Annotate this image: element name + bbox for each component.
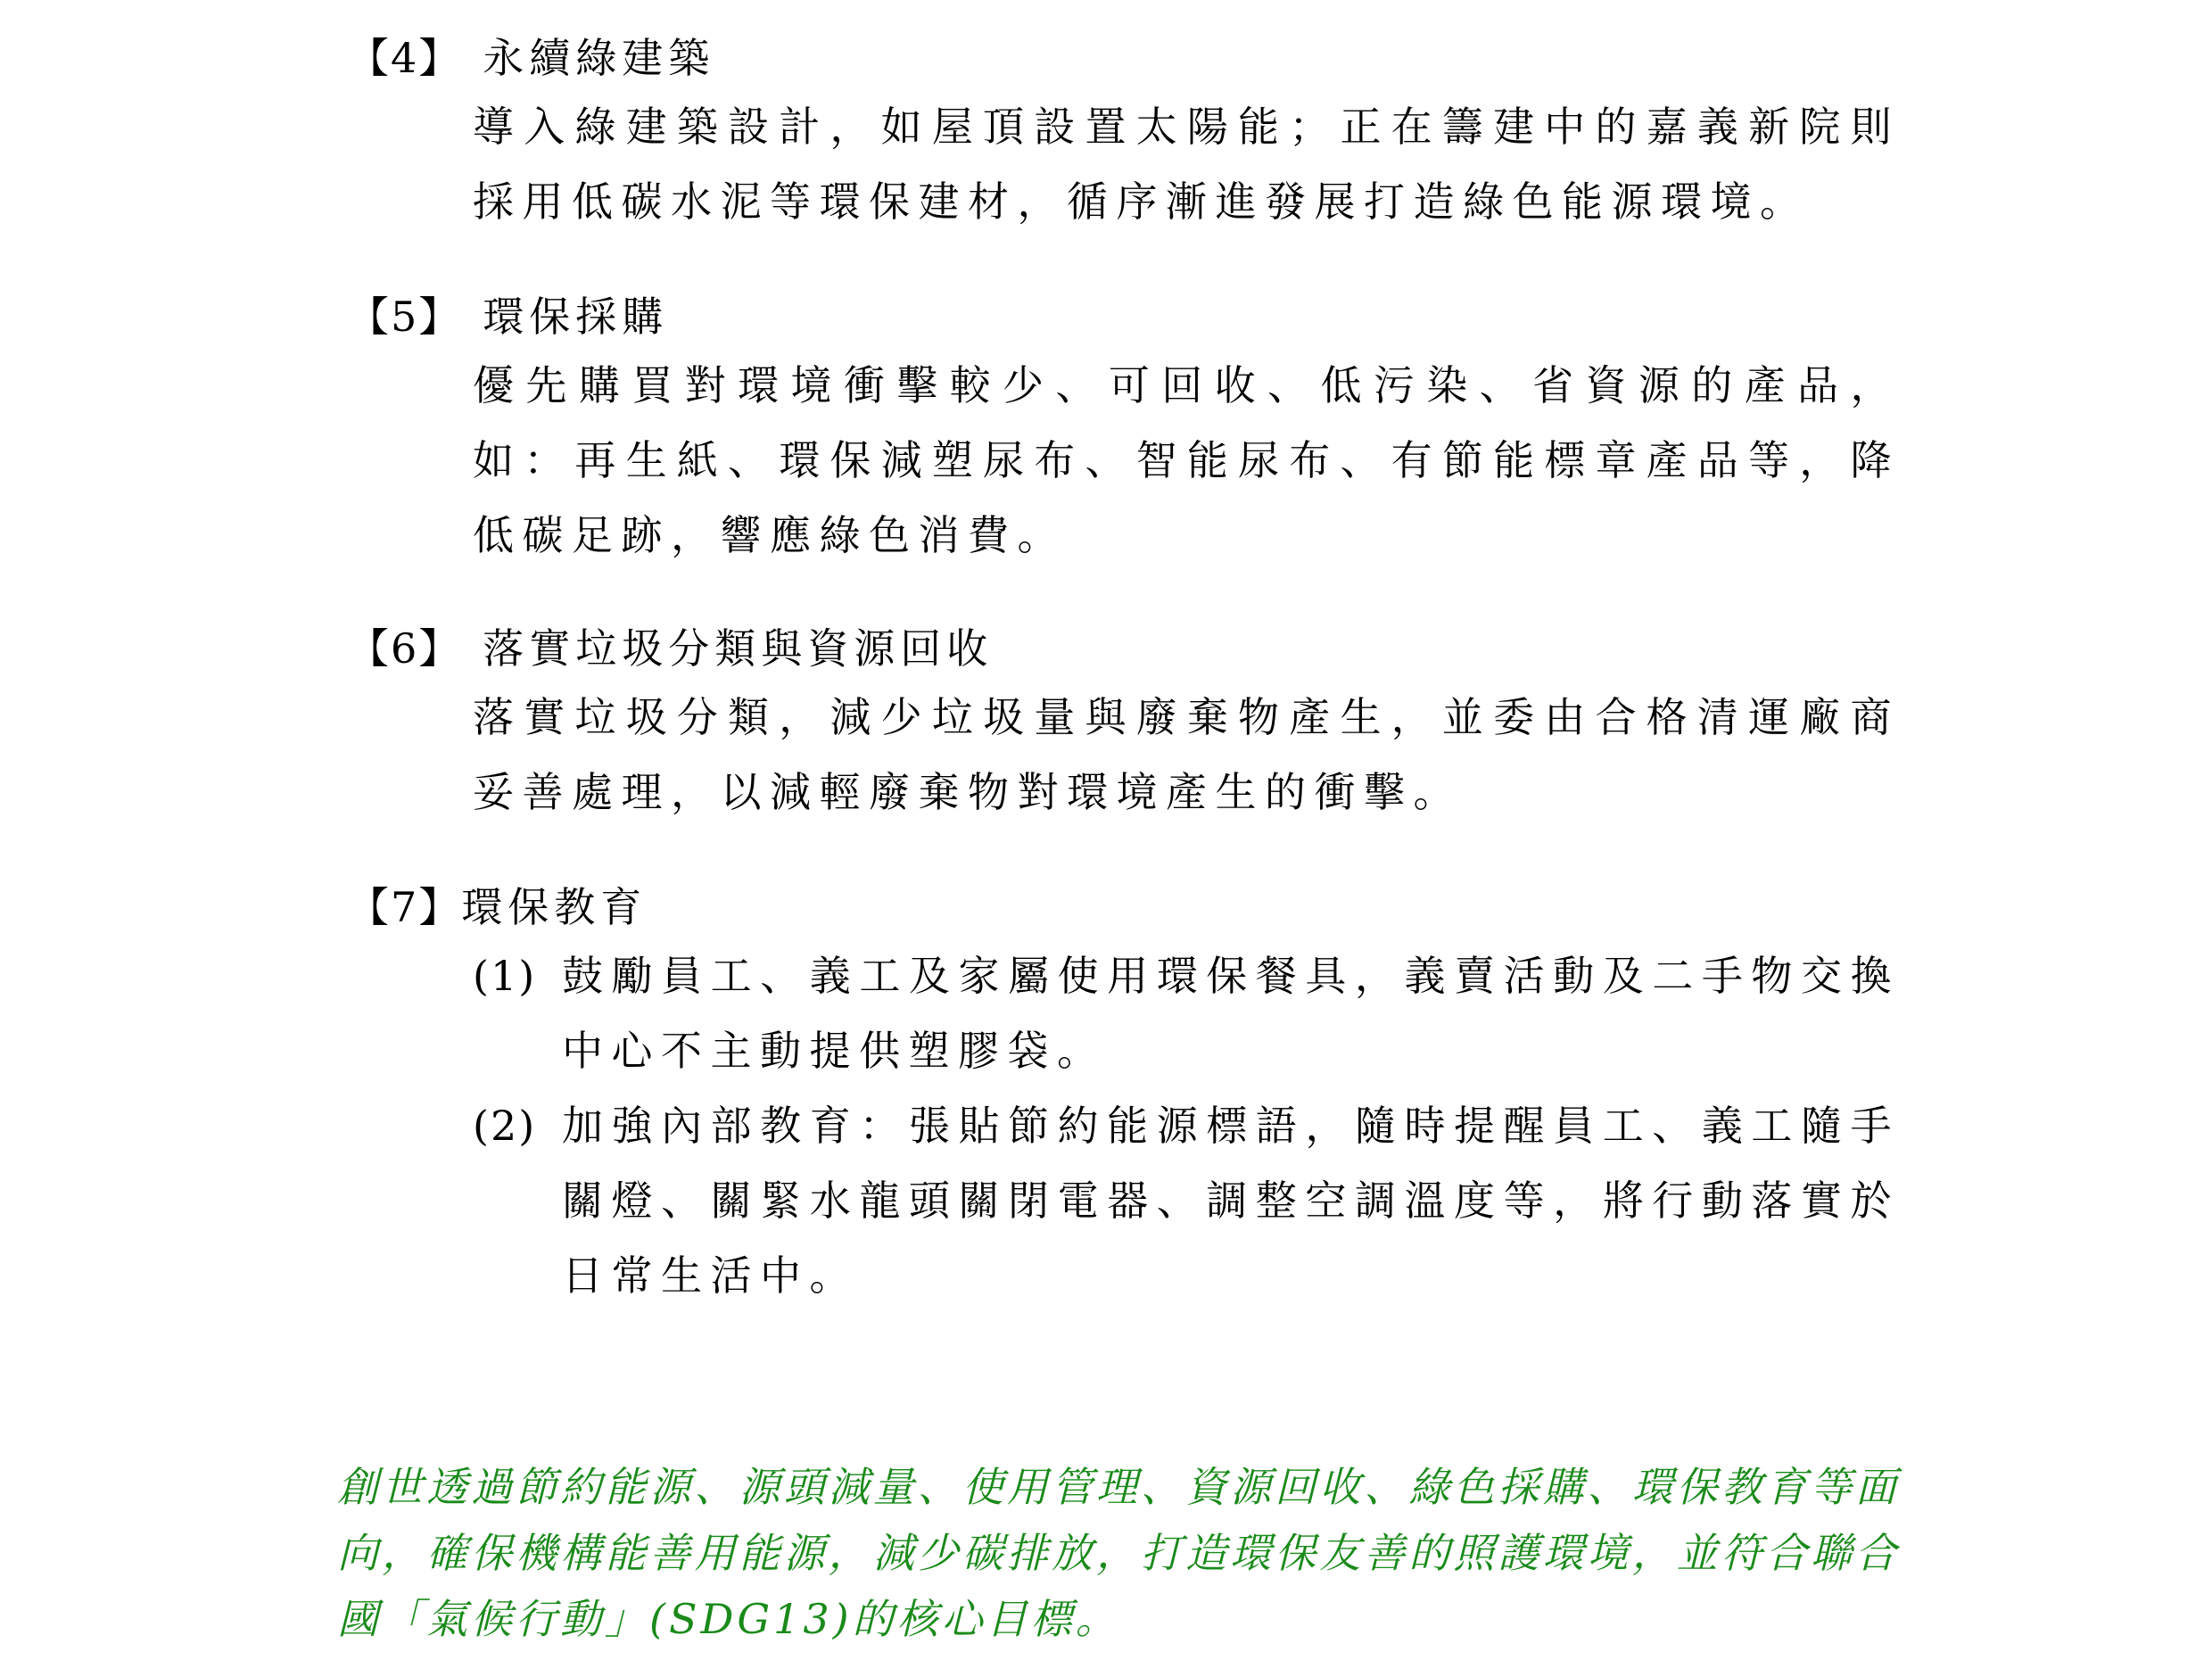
section-heading xyxy=(348,876,1900,938)
list-item-text: 加強內部教育：張貼節約能源標語，隨時提醒員工、義工隨手關燈、關緊水龍頭關閉電器、調整空調溫度等，將行動落實於日常生活中。 xyxy=(562,1102,1900,1300)
list-item xyxy=(473,938,1900,1088)
section-waste-sorting xyxy=(348,617,1900,830)
list-item-marker: (2) xyxy=(473,1102,537,1150)
section-title: 環保採購 xyxy=(483,293,669,341)
section-body: 落實垃圾分類，減少垃圾量與廢棄物產生，並委由合格清運廠商妥善處理，以減輕廢棄物對環境產生的衝擊。 xyxy=(473,693,1900,816)
list-item xyxy=(473,1088,1900,1313)
section-green-procurement xyxy=(348,285,1900,573)
section-environmental-education xyxy=(348,876,1900,1313)
section-number: 【4】 xyxy=(348,34,462,82)
list-item-marker: (1) xyxy=(473,952,537,1000)
section-heading xyxy=(348,27,1900,89)
section-number: 【5】 xyxy=(348,293,462,341)
summary-paragraph: 創世透過節約能源、源頭減量、使用管理、資源回收、綠色採購、環保教育等面向，確保機構能善用能源，減少碳排放，打造環保友善的照護環境，並符合聯合國「氣候行動」(SDG13)的核心目標。 xyxy=(337,1463,1900,1643)
section-title: 永續綠建築 xyxy=(483,34,715,82)
list-item-text: 鼓勵員工、義工及家屬使用環保餐具，義賣活動及二手物交換中心不主動提供塑膠袋。 xyxy=(562,952,1900,1075)
section-heading xyxy=(348,285,1900,348)
section-title: 落實垃圾分類與資源回收 xyxy=(483,624,994,673)
section-green-building xyxy=(348,27,1900,239)
section-number: 【6】 xyxy=(348,624,462,673)
section-title: 環保教育 xyxy=(461,883,648,931)
section-number: 【7】 xyxy=(348,883,462,931)
section-body: 優先購買對環境衝擊較少、可回收、低污染、省資源的產品，如：再生紙、環保減塑尿布、智能尿布、有節能標章產品等，降低碳足跡，響應綠色消費。 xyxy=(473,361,1900,559)
section-body: 導入綠建築設計，如屋頂設置太陽能；正在籌建中的嘉義新院則採用低碳水泥等環保建材，循序漸進發展打造綠色能源環境。 xyxy=(473,103,1900,226)
section-heading xyxy=(348,617,1900,680)
